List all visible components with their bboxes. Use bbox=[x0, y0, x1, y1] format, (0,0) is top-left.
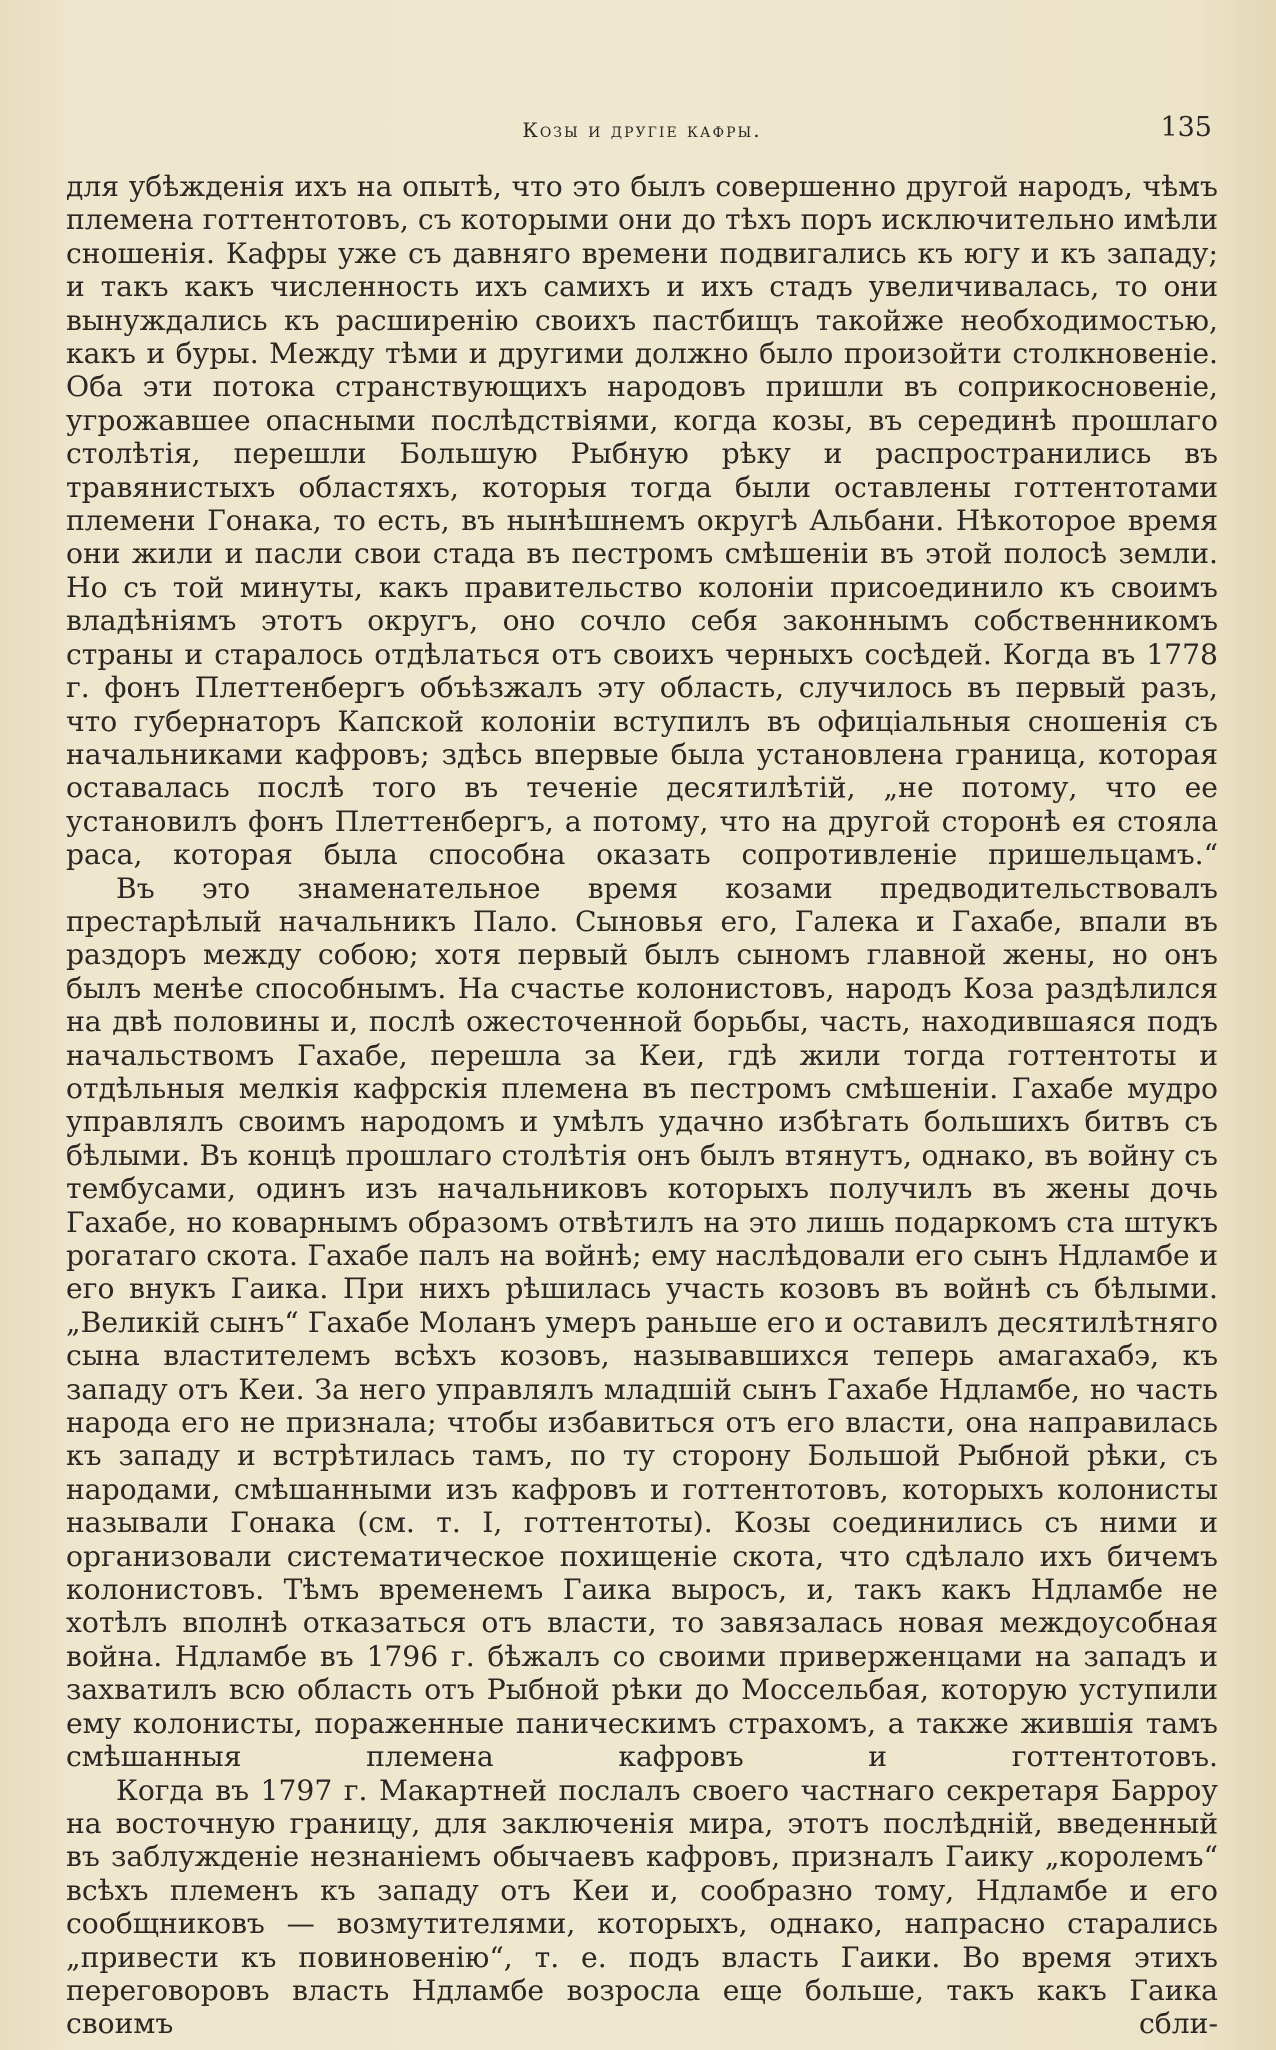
paragraph-3: Когда въ 1797 г. Макартней послалъ своего частнаго секретаря Барроу на восточную границу, для заключенія мира, этотъ послѣдній, введенный въ заблужденіе незнаніемъ обычаевъ кафровъ, призналъ Гаику „королемъ“ всѣхъ племенъ къ западу отъ Кеи и, сообразно тому, Ндламбе и его сообщниковъ — возмутителями, которыхъ, однако, напрасно старались „привести къ повиновенію“, т. е. подъ власть Гаики. Во время этихъ переговоровъ власть Ндламбе возросла еще больше, такъ какъ Гаика своимъ сбли- bbox=[66, 1773, 1218, 2041]
paragraph-2: Въ это знаменательное время козами предводительствовалъ престарѣлый начальникъ Пало. Сыновья его, Галека и Гахабе, впали въ раздоръ между собою; хотя первый былъ сыномъ главной жены, но онъ былъ менѣе способнымъ. На счастье колонистовъ, народъ Коза раздѣлился на двѣ половины и, послѣ ожесточенной борьбы, часть, находившаяся подъ начальствомъ Гахабе, перешла за Кеи, гдѣ жили тогда готтентоты и отдѣльныя мелкія кафрскія племена въ пестромъ смѣшеніи. Гахабе мудро управлялъ своимъ народомъ и умѣлъ удачно избѣгать большихъ битвъ съ бѣлыми. Въ концѣ прошлаго столѣтія онъ былъ втянутъ, однако, въ войну съ тембусами, одинъ изъ начальниковъ которыхъ получилъ въ жены дочь Гахабе, но коварнымъ образомъ отвѣтилъ на это лишь подаркомъ ста штукъ рогатаго скота. Гахабе палъ на войнѣ; ему наслѣдовали его сынъ Ндламбе и его внукъ Гаика. При нихъ рѣшилась участь козовъ въ войнѣ съ бѣлыми. „Великій сынъ“ Гахабе Моланъ умеръ раньше его и оставилъ десятилѣтняго сына властителемъ всѣхъ козовъ, называвшихся теперь амагахабэ, къ западу отъ Кеи. За него управлялъ младшій сынъ Гахабе Ндламбе, но часть народа его не признала; чтобы избавиться отъ его власти, она направилась къ западу и встрѣтилась тамъ, по ту сторону Большой Рыбной рѣки, съ народами, смѣшанными изъ кафровъ и готтентотовъ, которыхъ колонисты называли Гонака (см. т. I, готтентоты). Козы соединились съ ними и организовали систематическое похищеніе скота, что сдѣлало ихъ бичемъ колонистовъ. Тѣмъ временемъ Гаика выросъ, и, такъ какъ Ндламбе не хотѣлъ вполнѣ отказаться отъ власти, то завязалась новая междоусобная война. Ндламбе въ 1796 г. бѣжалъ со своими приверженцами на западъ и захватилъ всю область отъ Рыбной рѣки до Моссельбая, которую уступили ему колонисты, пораженные паническимъ страхомъ, а также жившія тамъ смѣшанныя племена кафровъ и готтентотовъ. bbox=[66, 871, 1218, 1774]
paragraph-1: для убѣжденія ихъ на опытѣ, что это былъ совершенно другой народъ, чѣмъ племена готтентотовъ, съ которыми они до тѣхъ поръ исключительно имѣли сношенія. Кафры уже съ давняго времени подвигались къ югу и къ западу; и такъ какъ численность ихъ самихъ и ихъ стадъ увеличивалась, то они вынуждались къ расширенію своихъ пастбищъ такойже необходимостью, какъ и буры. Между тѣми и другими должно было произойти столкновеніе. Оба эти потока странствующихъ народовъ пришли въ соприкосновеніе, угрожавшее опасными послѣдствіями, когда козы, въ серединѣ прошлаго столѣтія, перешли Большую Рыбную рѣку и распространились въ травянистыхъ областяхъ, которыя тогда были оставлены готтентотами племени Гонака, то есть, въ нынѣшнемъ округѣ Альбани. Нѣкоторое время они жили и пасли свои стада въ пестромъ смѣшеніи въ этой полосѣ земли. Но съ той минуты, какъ правительство колоніи присоединило къ своимъ владѣніямъ этотъ округъ, оно сочло себя законнымъ собственникомъ страны и старалось отдѣлаться отъ своихъ черныхъ сосѣдей. Когда въ 1778 г. фонъ Плеттенбергъ объѣзжалъ эту область, случилось въ первый разъ, что губернаторъ Капской колоніи вступилъ въ офиціальныя сношенія съ начальниками кафровъ; здѣсь впервые была установлена граница, которая оставалась послѣ того въ теченіе десятилѣтій, „не потому, что ее установилъ фонъ Плеттенбергъ, а потому, что на другой сторонѣ ея стояла раса, которая была способна оказать сопротивленіе пришельцамъ.“ bbox=[66, 170, 1218, 872]
page-number: 135 bbox=[1160, 112, 1212, 143]
running-header bbox=[66, 112, 1218, 152]
running-title: Козы и другіе кафры. bbox=[522, 118, 762, 142]
body-text bbox=[66, 170, 1218, 2041]
